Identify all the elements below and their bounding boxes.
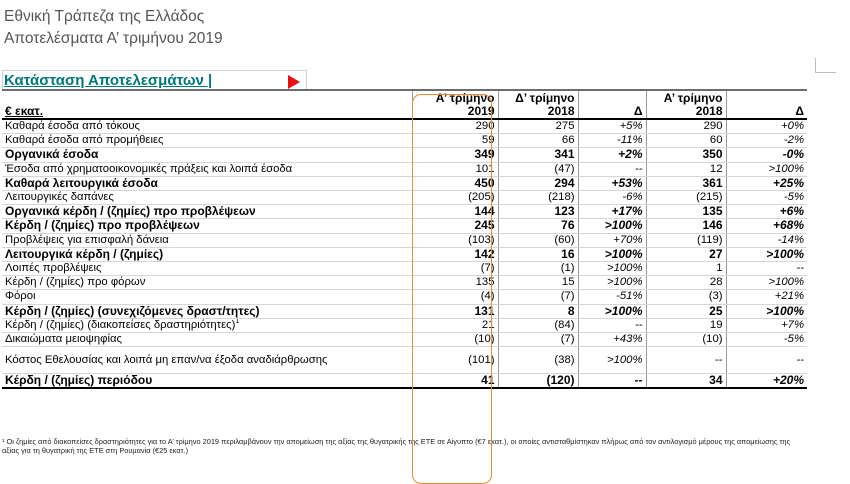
table-header-row — [2, 91, 807, 119]
delta-qoq: -- — [578, 374, 646, 389]
value-q4-2018: (1) — [498, 262, 578, 276]
row-label: Φόροι — [2, 290, 412, 304]
value-q1-2018: 27 — [646, 247, 726, 261]
value-q4-2018: (218) — [498, 191, 578, 205]
delta-yoy: +6% — [726, 205, 807, 219]
delta-yoy: +68% — [726, 219, 807, 233]
value-q1-2019: 101 — [412, 162, 498, 176]
row-label: Οργανικά κέρδη / (ζημίες) προ προβλέψεων — [2, 205, 412, 219]
value-q4-2018: (60) — [498, 233, 578, 247]
delta-qoq: +70% — [578, 233, 646, 247]
value-q1-2019: (4) — [412, 290, 498, 304]
value-q1-2018: 12 — [646, 162, 726, 176]
row-label: Προβλέψεις για επισφαλή δάνεια — [2, 233, 412, 247]
value-q4-2018: (84) — [498, 318, 578, 332]
value-q1-2018: 28 — [646, 276, 726, 290]
delta-qoq: >100% — [578, 247, 646, 261]
row-label: Κέρδη / (ζημίες) περιόδου — [2, 374, 412, 389]
delta-qoq: +5% — [578, 119, 646, 134]
delta-qoq: >100% — [578, 262, 646, 276]
delta-qoq: -- — [578, 162, 646, 176]
value-q4-2018: 15 — [498, 276, 578, 290]
title-bank-name: Εθνική Τράπεζα της Ελλάδος — [4, 8, 205, 25]
value-q4-2018: 275 — [498, 119, 578, 134]
value-q1-2019: 135 — [412, 276, 498, 290]
delta-yoy: -0% — [726, 148, 807, 162]
footnote-marker: 1 — [235, 318, 240, 326]
delta-qoq: -51% — [578, 290, 646, 304]
value-q1-2018: (10) — [646, 333, 726, 347]
value-q4-2018: (38) — [498, 347, 578, 374]
delta-qoq: >100% — [578, 304, 646, 318]
row-label: Κόστος Εθελουσίας και λοιπά μη επαν/να έξοδα αναδιάρθρωσης — [2, 347, 412, 374]
value-q1-2018: 34 — [646, 374, 726, 389]
value-q4-2018: (7) — [498, 333, 578, 347]
value-q1-2019: 142 — [412, 247, 498, 261]
section-heading[interactable]: Κατάσταση Αποτελεσμάτων | — [4, 72, 213, 88]
header-delta-yoy: Δ — [726, 91, 807, 119]
value-q1-2019: 144 — [412, 205, 498, 219]
table-row — [2, 119, 807, 134]
table-row — [2, 134, 807, 148]
table-row — [2, 374, 807, 389]
row-label: Καθαρά έσοδα από τόκους — [2, 119, 412, 134]
value-q1-2019: 21 — [412, 318, 498, 332]
value-q1-2018: (3) — [646, 290, 726, 304]
table-row — [2, 148, 807, 162]
value-q1-2019: 349 — [412, 148, 498, 162]
table-row — [2, 262, 807, 276]
delta-yoy: -2% — [726, 134, 807, 148]
value-q1-2019: 41 — [412, 374, 498, 389]
value-q1-2019: 450 — [412, 176, 498, 190]
delta-qoq: >100% — [578, 276, 646, 290]
footnote: ¹ Οι ζημίες από διακοπείσες δραστηριότητες για το Α’ τρίμηνο 2019 περιλαμβάνουν την απομείωση της αξίας της θυγατρικής της ΕΤΕ σε Αίγυπτο (€7 εκατ.), οι οποίες αντισταθμίστηκαν πλήρως από τον αντιλογισμό μέρους της απομείωσης της αξίας για τη θυγατρική της ΕΤΕ στη Ρουμανία (€25 εκατ.) — [2, 437, 791, 455]
value-q1-2019: (205) — [412, 191, 498, 205]
value-q4-2018: 294 — [498, 176, 578, 190]
row-label: Καθαρά έσοδα από προμήθειες — [2, 134, 412, 148]
value-q4-2018: 8 — [498, 304, 578, 318]
value-q1-2018: 1 — [646, 262, 726, 276]
value-q1-2019: 59 — [412, 134, 498, 148]
value-q1-2018: 19 — [646, 318, 726, 332]
value-q4-2018: 66 — [498, 134, 578, 148]
highlight-annotation-box — [412, 94, 492, 484]
row-label: Κέρδη / (ζημίες) προ προβλέψεων — [2, 219, 412, 233]
row-label: Δικαιώματα μειοψηφίας — [2, 333, 412, 347]
table-row — [2, 290, 807, 304]
title-results-period: Αποτελέσματα Α’ τριμήνου 2019 — [4, 30, 223, 47]
row-label: Λοιπές προβλέψεις — [2, 262, 412, 276]
table-row — [2, 347, 807, 374]
value-q1-2019: 131 — [412, 304, 498, 318]
row-label: Έσοδα από χρηματοοικονομικές πράξεις και λοιπά έσοδα — [2, 162, 412, 176]
value-q1-2018: (119) — [646, 233, 726, 247]
value-q1-2019: (10) — [412, 333, 498, 347]
header-unit-label: € εκατ. — [2, 91, 412, 119]
value-q1-2018: 135 — [646, 205, 726, 219]
delta-yoy: -5% — [726, 191, 807, 205]
value-q1-2018: 146 — [646, 219, 726, 233]
delta-qoq: -6% — [578, 191, 646, 205]
delta-yoy: +0% — [726, 119, 807, 134]
table-row — [2, 276, 807, 290]
play-icon[interactable] — [288, 75, 300, 89]
value-q1-2018: 60 — [646, 134, 726, 148]
value-q4-2018: 76 — [498, 219, 578, 233]
table-row — [2, 304, 807, 318]
value-q1-2019: (101) — [412, 347, 498, 374]
table-row — [2, 318, 807, 332]
value-q1-2019: (7) — [412, 262, 498, 276]
row-label: Κέρδη / (ζημίες) προ φόρων — [2, 276, 412, 290]
header-delta-qoq: Δ — [578, 91, 646, 119]
delta-yoy: >100% — [726, 162, 807, 176]
delta-yoy: >100% — [726, 276, 807, 290]
value-q4-2018: (120) — [498, 374, 578, 389]
value-q4-2018: 341 — [498, 148, 578, 162]
delta-qoq: +2% — [578, 148, 646, 162]
table-row — [2, 247, 807, 261]
delta-qoq: >100% — [578, 347, 646, 374]
value-q1-2018: -- — [646, 347, 726, 374]
delta-qoq: -11% — [578, 134, 646, 148]
row-label: Οργανικά έσοδα — [2, 148, 412, 162]
table-row — [2, 333, 807, 347]
value-q4-2018: 123 — [498, 205, 578, 219]
value-q1-2018: 361 — [646, 176, 726, 190]
delta-qoq: +17% — [578, 205, 646, 219]
value-q4-2018: (47) — [498, 162, 578, 176]
value-q1-2018: 290 — [646, 119, 726, 134]
row-label: Λειτουργικές δαπάνες — [2, 191, 412, 205]
row-label: Λειτουργικά κέρδη / (ζημίες) — [2, 247, 412, 261]
delta-qoq: -- — [578, 318, 646, 332]
value-q1-2018: 350 — [646, 148, 726, 162]
value-q4-2018: (7) — [498, 290, 578, 304]
table-row — [2, 162, 807, 176]
delta-qoq: +53% — [578, 176, 646, 190]
table-row — [2, 205, 807, 219]
row-label: Κέρδη / (ζημίες) (διακοπείσες δραστηριότητες)$^1$ — [2, 318, 412, 332]
header-q4-2018: Δ’ τρίμηνο 2018 — [498, 91, 578, 119]
delta-yoy: >100% — [726, 304, 807, 318]
delta-yoy: >100% — [726, 247, 807, 261]
delta-yoy: +21% — [726, 290, 807, 304]
delta-qoq: >100% — [578, 219, 646, 233]
row-label: Καθαρά λειτουργικά έσοδα — [2, 176, 412, 190]
row-label: Κέρδη / (ζημίες) (συνεχιζόμενες δραστ/τητες) — [2, 304, 412, 318]
value-q1-2018: (215) — [646, 191, 726, 205]
corner-crop-mark — [815, 58, 836, 73]
value-q1-2018: 25 — [646, 304, 726, 318]
value-q4-2018: 16 — [498, 247, 578, 261]
table-row — [2, 219, 807, 233]
delta-yoy: +25% — [726, 176, 807, 190]
table-row — [2, 233, 807, 247]
value-q1-2019: 290 — [412, 119, 498, 134]
table-row — [2, 191, 807, 205]
delta-yoy: -5% — [726, 333, 807, 347]
table-row — [2, 176, 807, 190]
delta-yoy: -14% — [726, 233, 807, 247]
value-q1-2019: (103) — [412, 233, 498, 247]
value-q1-2019: 245 — [412, 219, 498, 233]
delta-yoy: -- — [726, 262, 807, 276]
header-q1-2019: Α’ τρίμηνο 2019 — [412, 91, 498, 119]
delta-qoq: +43% — [578, 333, 646, 347]
header-q1-2018: Α’ τρίμηνο 2018 — [646, 91, 726, 119]
income-statement-table — [2, 91, 807, 389]
delta-yoy: +7% — [726, 318, 807, 332]
delta-yoy: +20% — [726, 374, 807, 389]
delta-yoy: -- — [726, 347, 807, 374]
